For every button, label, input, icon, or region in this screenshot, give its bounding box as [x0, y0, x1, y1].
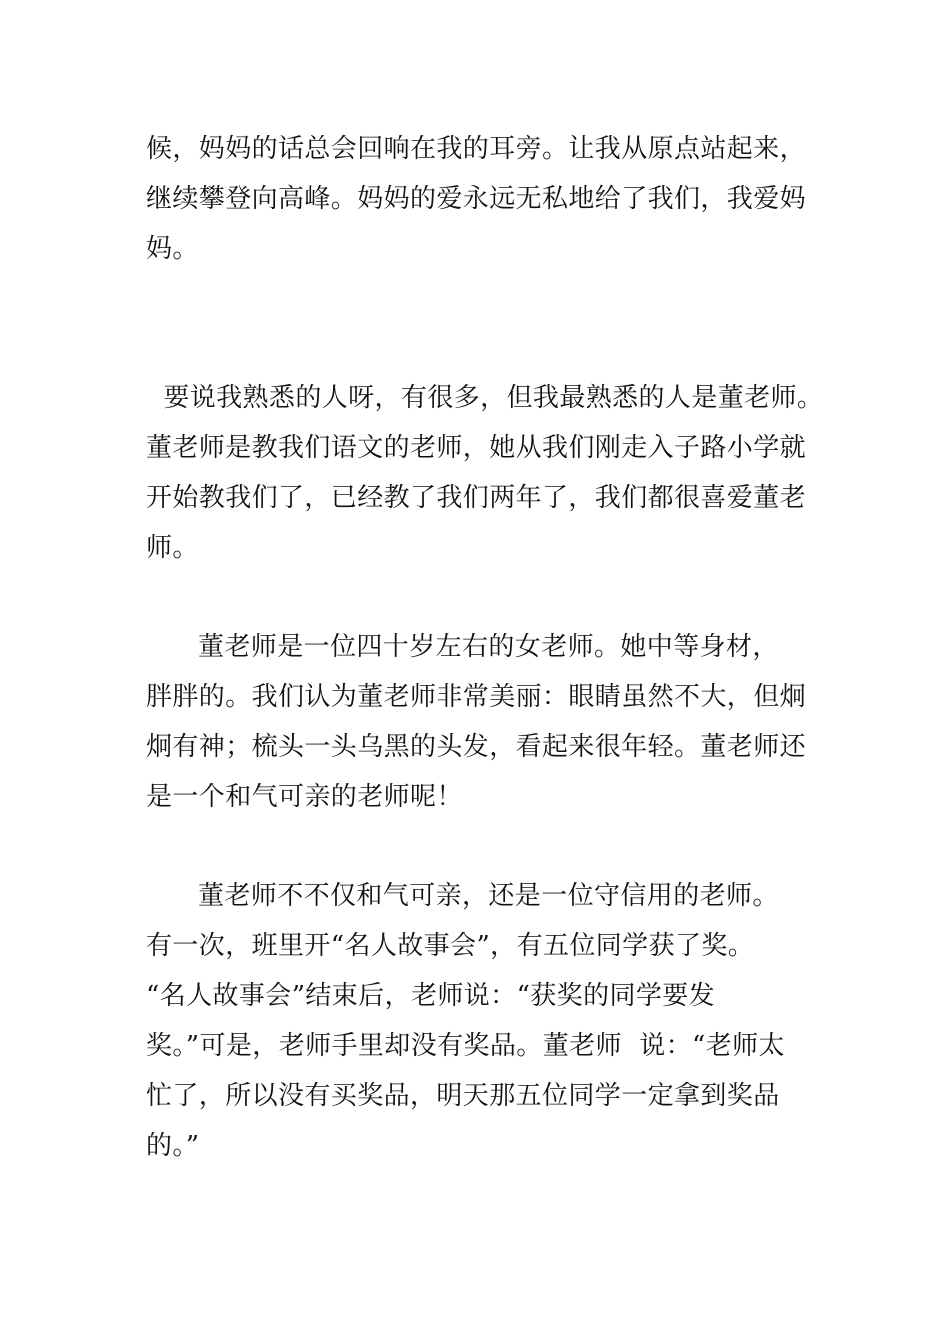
text-line: 的。” [146, 1131, 200, 1161]
text-line: 忙了，所以没有买奖品，明天那五位同学一定拿到奖品 [146, 1081, 780, 1111]
text-line: “名人故事会”结束后，老师说：“获奖的同学要发 [146, 981, 716, 1011]
text-line: 候，妈妈的话总会回响在我的耳旁。让我从原点站起来， [146, 134, 807, 164]
text-line: 师。 [146, 533, 199, 563]
text-line: 开始教我们了，已经教了我们两年了，我们都很喜爱董老 [146, 483, 807, 513]
text-line: 董老师不不仅和气可亲，还是一位守信用的老师。 [146, 881, 779, 911]
text-line: 要说我熟悉的人呀，有很多，但我最熟悉的人是董老师。 [146, 383, 824, 413]
text-line: 炯有神；梳头一头乌黑的头发，看起来很年轻。董老师还 [146, 732, 807, 762]
text-line: 奖。”可是，老师手里却没有奖品。董老师 说：“老师太 [146, 1031, 785, 1061]
text-line: 董老师是教我们语文的老师，她从我们刚走入子路小学就 [146, 433, 807, 463]
text-line: 有一次，班里开“名人故事会”，有五位同学获了奖。 [146, 931, 755, 961]
text-line: 妈。 [146, 234, 199, 264]
text-line: 是一个和气可亲的老师呢！ [146, 782, 463, 812]
text-line: 董老师是一位四十岁左右的女老师。她中等身材， [146, 632, 779, 662]
text-line: 继续攀登向高峰。妈妈的爱永远无私地给了我们，我爱妈 [146, 184, 807, 214]
text-line: 胖胖的。我们认为董老师非常美丽：眼睛虽然不大，但炯 [146, 682, 807, 712]
